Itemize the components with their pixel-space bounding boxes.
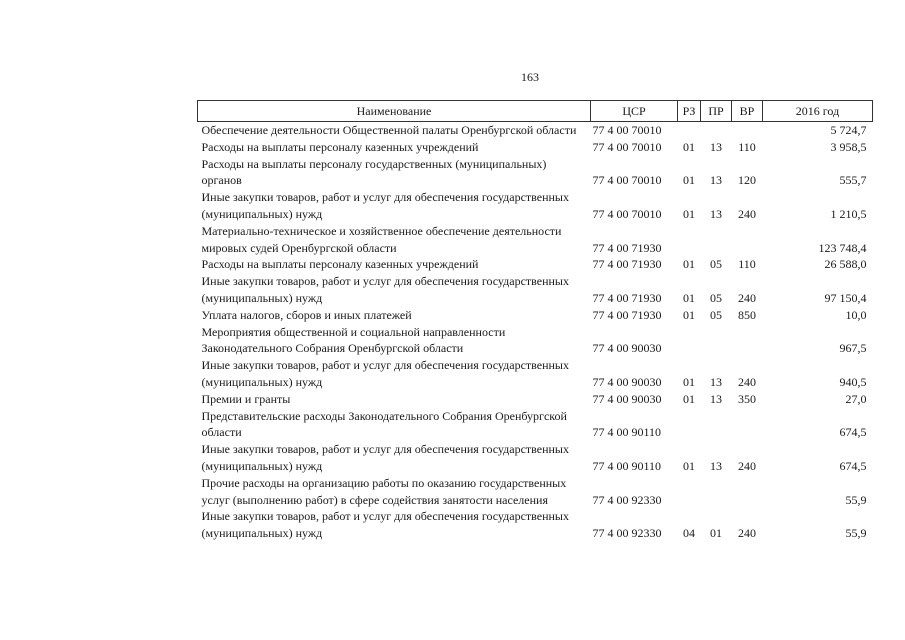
cell-name: Расходы на выплаты персоналу казенных учреждений — [201, 257, 479, 272]
cell-amount: 123 748,4 — [818, 240, 867, 255]
cell-rz: 01 — [683, 257, 695, 272]
cell-pr: 13 — [710, 173, 722, 188]
cell-csr: 77 4 00 71930 — [592, 290, 662, 305]
cell-pr: 13 — [710, 374, 722, 389]
cell-amount: 5 724,7 — [830, 123, 867, 137]
table-header — [198, 101, 873, 122]
cell-amount: 55,9 — [845, 492, 867, 507]
cell-pr — [701, 324, 732, 358]
table-row — [198, 189, 873, 223]
cell-name: Иные закупки товаров, работ и услуг для обеспечения государственных (муниципальных) нужд — [201, 274, 569, 305]
cell-vr: 240 — [738, 458, 756, 473]
cell-rz — [678, 122, 701, 139]
cell-rz: 01 — [683, 290, 695, 305]
cell-vr: 850 — [738, 307, 756, 322]
cell-pr: 05 — [710, 257, 722, 272]
cell-csr: 77 4 00 70010 — [592, 139, 662, 154]
cell-pr: 13 — [710, 391, 722, 406]
cell-vr: 110 — [738, 139, 756, 154]
cell-amount: 1 210,5 — [830, 206, 867, 221]
column-header-name: Наименование — [198, 101, 591, 122]
cell-csr: 77 4 00 90030 — [592, 391, 662, 406]
cell-vr: 240 — [738, 206, 756, 221]
cell-rz — [678, 324, 701, 358]
cell-amount: 10,0 — [845, 307, 867, 322]
table-row — [198, 475, 873, 509]
cell-rz: 01 — [683, 458, 695, 473]
cell-csr: 77 4 00 90030 — [592, 341, 662, 356]
page-number: 163 — [521, 70, 539, 84]
table-header-row — [198, 101, 873, 122]
cell-rz: 04 — [683, 526, 695, 541]
table-row — [198, 508, 873, 542]
cell-name: Мероприятия общественной и социальной направленности Законодательного Собрания Оренбургской области — [201, 324, 506, 356]
cell-amount: 3 958,5 — [830, 139, 867, 154]
cell-vr — [732, 475, 763, 509]
cell-rz: 01 — [683, 374, 695, 389]
cell-rz: 01 — [683, 307, 695, 322]
cell-name: Расходы на выплаты персоналу казенных учреждений — [201, 139, 479, 154]
cell-amount: 967,5 — [839, 341, 867, 356]
table-row — [198, 223, 873, 257]
cell-vr — [732, 223, 763, 257]
cell-csr: 77 4 00 71930 — [592, 257, 662, 272]
cell-pr — [701, 408, 732, 442]
cell-vr: 120 — [738, 173, 756, 188]
cell-amount: 674,5 — [839, 425, 867, 440]
table-row — [198, 408, 873, 442]
cell-vr: 110 — [738, 257, 756, 272]
cell-name: Иные закупки товаров, работ и услуг для обеспечения государственных (муниципальных) нужд — [201, 190, 569, 221]
cell-name: Иные закупки товаров, работ и услуг для обеспечения государственных (муниципальных) нужд — [201, 509, 569, 541]
cell-name: Представительские расходы Законодательного Собрания Оренбургской области — [201, 408, 567, 440]
table-row — [198, 357, 873, 391]
column-header-pr: ПР — [701, 101, 732, 122]
cell-rz: 01 — [683, 173, 695, 188]
table-row — [198, 273, 873, 307]
cell-rz — [678, 223, 701, 257]
table-row — [198, 156, 873, 190]
cell-rz: 01 — [683, 139, 695, 154]
cell-pr: 13 — [710, 139, 722, 154]
cell-csr: 77 4 00 90110 — [592, 425, 662, 440]
cell-name: Иные закупки товаров, работ и услуг для обеспечения государственных (муниципальных) нужд — [201, 442, 569, 473]
column-header-csr: ЦСР — [591, 101, 678, 122]
cell-csr: 77 4 00 90030 — [592, 374, 662, 389]
column-header-vr: ВР — [732, 101, 763, 122]
table-row — [198, 256, 873, 273]
cell-pr: 13 — [710, 458, 722, 473]
cell-vr — [732, 324, 763, 358]
cell-vr — [732, 122, 763, 139]
cell-pr: 05 — [710, 290, 722, 305]
cell-pr: 13 — [710, 206, 722, 221]
cell-amount: 55,9 — [845, 526, 867, 541]
cell-pr — [701, 122, 732, 139]
table-row — [198, 324, 873, 358]
cell-pr: 05 — [710, 307, 722, 322]
cell-csr: 77 4 00 70010 — [592, 123, 662, 137]
cell-csr: 77 4 00 70010 — [592, 206, 662, 221]
cell-pr: 01 — [710, 526, 722, 541]
table-body — [198, 122, 873, 542]
cell-amount: 940,5 — [839, 374, 867, 389]
cell-name: Обеспечение деятельности Общественной палаты Оренбургской области — [201, 123, 577, 137]
cell-amount: 555,7 — [839, 173, 867, 188]
cell-pr — [701, 223, 732, 257]
table-row — [198, 307, 873, 324]
cell-rz — [678, 408, 701, 442]
budget-table — [197, 100, 873, 542]
cell-name: Уплата налогов, сборов и иных платежей — [201, 307, 412, 322]
cell-csr: 77 4 00 92330 — [592, 526, 662, 541]
cell-amount: 97 150,4 — [824, 290, 867, 305]
cell-rz: 01 — [683, 206, 695, 221]
cell-csr: 77 4 00 71930 — [592, 307, 662, 322]
cell-name: Расходы на выплаты персоналу государственных (муниципальных) органов — [201, 156, 547, 188]
cell-amount: 27,0 — [845, 391, 867, 406]
cell-name: Премии и гранты — [201, 391, 291, 406]
table-row — [198, 391, 873, 408]
cell-vr: 240 — [738, 290, 756, 305]
table-row — [198, 139, 873, 156]
table-row — [198, 441, 873, 475]
table-row — [198, 122, 873, 139]
cell-vr: 350 — [738, 391, 756, 406]
cell-csr: 77 4 00 90110 — [592, 458, 662, 473]
cell-name: Прочие расходы на организацию работы по оказанию государственных услуг (выполнению работ) в сфере содействия занятости населения — [201, 475, 567, 507]
cell-csr: 77 4 00 70010 — [592, 173, 662, 188]
cell-amount: 26 588,0 — [824, 257, 867, 272]
cell-csr: 77 4 00 71930 — [592, 240, 662, 255]
cell-csr: 77 4 00 92330 — [592, 492, 662, 507]
cell-vr — [732, 408, 763, 442]
cell-rz: 01 — [683, 391, 695, 406]
column-header-rz: РЗ — [678, 101, 701, 122]
cell-amount: 674,5 — [839, 458, 867, 473]
cell-rz — [678, 475, 701, 509]
cell-name: Материально-техническое и хозяйственное обеспечение деятельности мировых судей Оренбургской области — [201, 223, 562, 255]
cell-vr: 240 — [738, 374, 756, 389]
cell-pr — [701, 475, 732, 509]
column-header-year: 2016 год — [763, 101, 873, 122]
cell-name: Иные закупки товаров, работ и услуг для обеспечения государственных (муниципальных) нужд — [201, 358, 569, 389]
cell-vr: 240 — [738, 526, 756, 541]
